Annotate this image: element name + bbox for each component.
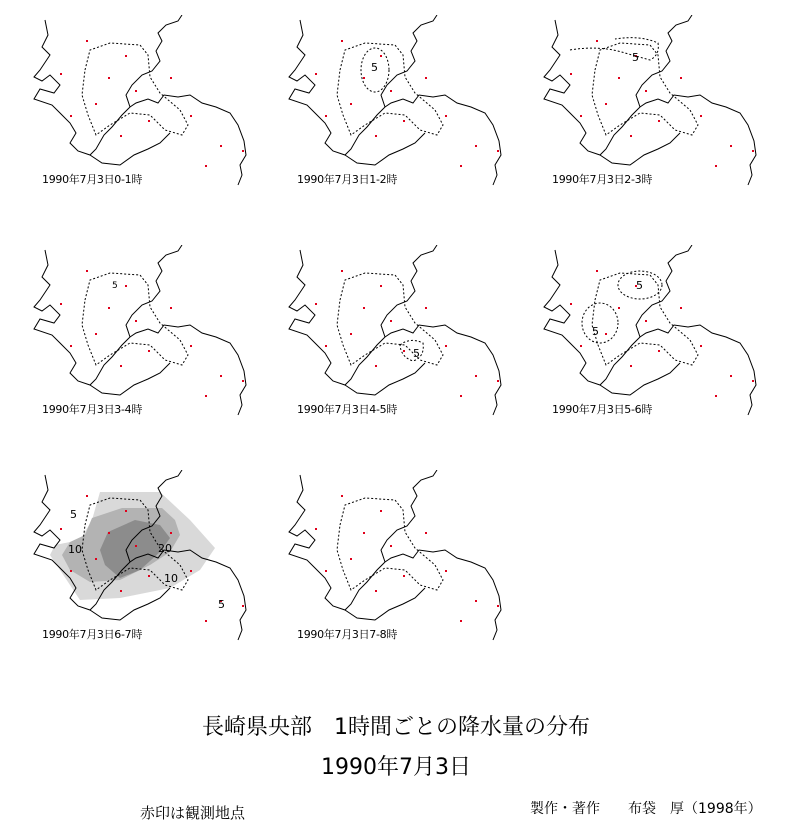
map-panel-5 (540, 245, 780, 445)
page-date: 1990年7月3日 (321, 755, 471, 780)
contour-label: 20 (158, 542, 172, 555)
page-title: 長崎県央部 1時間ごとの降水量の分布 (202, 715, 590, 740)
contour-label: 5 (371, 61, 378, 74)
contour-label: 5 (413, 347, 420, 360)
legend-note: 赤印は観測地点 (140, 804, 246, 822)
map-panel-2 (540, 15, 780, 215)
contour-label: 5 (592, 325, 599, 338)
panel-label: 1990年7月3日2-3時 (552, 173, 653, 186)
map-panel-3 (30, 245, 270, 445)
contour-label: 10 (68, 543, 82, 556)
contour-5 (570, 38, 658, 60)
panel-label: 1990年7月3日5-6時 (552, 403, 653, 416)
panel-label: 1990年7月3日0-1時 (42, 173, 143, 186)
contour-5-b (582, 303, 618, 343)
map-panel-6 (30, 470, 270, 670)
panel-label: 1990年7月3日4-5時 (297, 403, 398, 416)
credit-line: 製作・著作 布袋 厚（1998年） (530, 801, 762, 817)
panel-label: 1990年7月3日6-7時 (42, 628, 143, 641)
contour-label: 10 (164, 572, 178, 585)
contour-label: 5 (218, 598, 225, 611)
contour-label: 5 (636, 279, 643, 292)
contour-label: 5 (70, 508, 77, 521)
map-panel-4 (285, 245, 525, 445)
contour-label: 5 (632, 51, 639, 64)
contour-label: 5 (112, 281, 118, 291)
panel-label: 1990年7月3日7-8時 (297, 628, 398, 641)
map-panel-7 (285, 470, 525, 670)
map-panel-0 (30, 15, 270, 215)
map-panel-1 (285, 15, 525, 215)
panel-label: 1990年7月3日3-4時 (42, 403, 143, 416)
panel-label: 1990年7月3日1-2時 (297, 173, 398, 186)
